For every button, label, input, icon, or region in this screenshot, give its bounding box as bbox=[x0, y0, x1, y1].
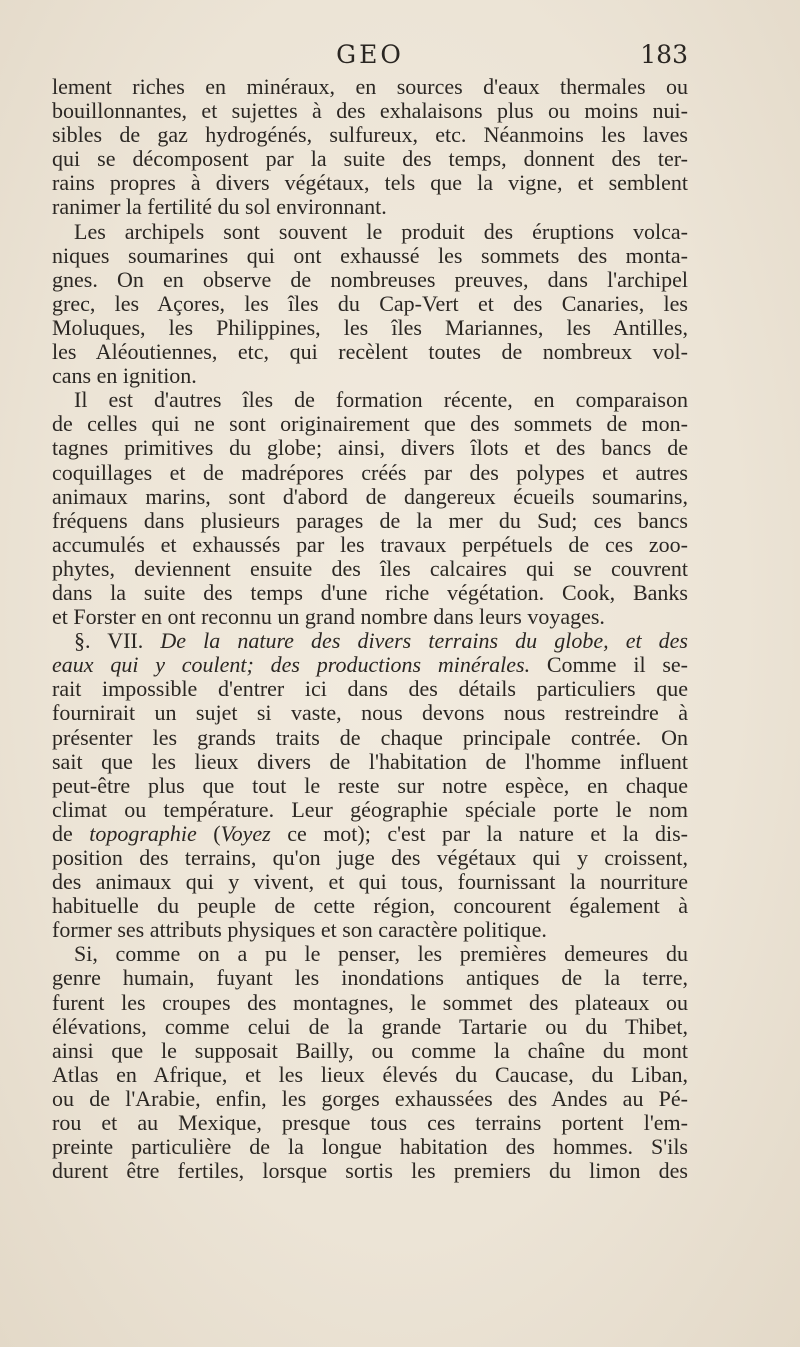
text-span: genre humain, fuyant les inondations antiques de la terre, bbox=[52, 966, 688, 991]
text-line bbox=[52, 677, 688, 701]
text-span: phytes, deviennent ensuite des îles calcaires qui se couvrent bbox=[52, 556, 688, 581]
text-span: rou et au Mexique, presque tous ces terrains portent l'em- bbox=[52, 1111, 688, 1136]
text-line bbox=[52, 798, 688, 822]
italic-text: Voyez bbox=[220, 821, 271, 846]
text-span: bouillonnantes, et sujettes à des exhalaisons plus ou moins nui- bbox=[52, 99, 688, 124]
text-span: élévations, comme celui de la grande Tartarie ou du Thibet, bbox=[52, 1014, 688, 1039]
text-line bbox=[52, 653, 688, 677]
text-span: Il est d'autres îles de formation récente, en comparaison bbox=[74, 388, 688, 413]
text-span: gnes. On en observe de nombreuses preuves, dans l'archipel bbox=[52, 267, 688, 292]
text-line bbox=[52, 412, 688, 436]
text-span: §. VII. bbox=[74, 629, 161, 654]
text-span: accumulés et exhaussés par les travaux perpétuels de ces zoo- bbox=[52, 532, 688, 557]
text-span: Les archipels sont souvent le produit des éruptions volca- bbox=[74, 219, 688, 244]
text-line bbox=[52, 581, 688, 605]
text-line bbox=[52, 966, 688, 990]
text-span: ( bbox=[196, 821, 221, 846]
text-line bbox=[52, 942, 688, 966]
text-line bbox=[52, 364, 688, 388]
text-line bbox=[52, 1159, 688, 1183]
text-line bbox=[52, 533, 688, 557]
text-line bbox=[52, 822, 688, 846]
text-line bbox=[52, 268, 688, 292]
text-line bbox=[52, 292, 688, 316]
text-span: rains propres à divers végétaux, tels que la vigne, et semblent bbox=[52, 171, 688, 196]
text-span: lement riches en minéraux, en sources d'eaux thermales ou bbox=[52, 75, 688, 99]
italic-text: De la nature des divers terrains du globe, et des bbox=[160, 629, 688, 654]
text-span: Comme il se- bbox=[530, 653, 688, 678]
text-line bbox=[52, 894, 688, 918]
text-line bbox=[52, 99, 688, 123]
text-span: grec, les Açores, les îles du Cap-Vert et des Canaries, les bbox=[52, 291, 688, 316]
text-line bbox=[52, 1135, 688, 1159]
text-span: sait que les lieux divers de l'habitation de l'homme influent bbox=[52, 749, 688, 774]
text-span: de celles qui ne sont originairement que des sommets de mon- bbox=[52, 412, 688, 437]
text-span: et Forster en ont reconnu un grand nombre dans leurs voyages. bbox=[52, 605, 605, 630]
text-span: de bbox=[52, 821, 90, 846]
text-span: climat ou température. Leur géographie spéciale porte le nom bbox=[52, 797, 688, 822]
text-line bbox=[52, 1111, 688, 1135]
text-span: des animaux qui y vivent, et qui tous, fournissant la nourriture bbox=[52, 870, 688, 895]
text-span: fréquens dans plusieurs parages de la mer du Sud; ces bancs bbox=[52, 508, 688, 533]
text-span: preinte particulière de la longue habitation des hommes. S'ils bbox=[52, 1135, 688, 1160]
text-line bbox=[52, 123, 688, 147]
text-span: Si, comme on a pu le penser, les premières demeures du bbox=[74, 942, 688, 967]
text-span: habituelle du peuple de cette région, concourent également à bbox=[52, 894, 688, 919]
text-line bbox=[52, 1015, 688, 1039]
body-text bbox=[52, 75, 688, 1183]
text-line bbox=[52, 870, 688, 894]
text-line bbox=[52, 1087, 688, 1111]
page-number: 183 bbox=[640, 40, 688, 69]
text-span: animaux marins, sont d'abord de dangereux écueils soumarins, bbox=[52, 484, 688, 509]
page-header bbox=[52, 40, 688, 80]
text-span: coquillages et de madrépores créés par des polypes et autres bbox=[52, 460, 688, 485]
text-line bbox=[52, 388, 688, 412]
text-span: position des terrains, qu'on juge des végétaux qui y croissent, bbox=[52, 846, 688, 870]
text-span: peut-être plus que tout le reste sur notre espèce, en chaque bbox=[52, 773, 688, 798]
text-span: tagnes primitives du globe; ainsi, divers îlots et des bancs de bbox=[52, 436, 688, 461]
text-line bbox=[52, 485, 688, 509]
text-span: ce mot); c'est par la nature et la dis- bbox=[270, 821, 688, 846]
text-span: les Aléoutiennes, etc, qui recèlent toutes de nombreux vol- bbox=[52, 340, 688, 365]
text-span: ou de l'Arabie, enfin, les gorges exhaussées des Andes au Pé- bbox=[52, 1086, 688, 1111]
text-span: durent être fertiles, lorsque sortis les premiers du limon des bbox=[52, 1159, 688, 1184]
text-line bbox=[52, 918, 688, 942]
text-line bbox=[52, 340, 688, 364]
text-span: qui se décomposent par la suite des temps, donnent des ter- bbox=[52, 147, 688, 172]
text-line bbox=[52, 509, 688, 533]
text-line bbox=[52, 1039, 688, 1063]
text-span: ranimer la fertilité du sol environnant. bbox=[52, 195, 387, 220]
text-line bbox=[52, 171, 688, 195]
text-line bbox=[52, 701, 688, 725]
text-line bbox=[52, 774, 688, 798]
text-span: Moluques, les Philippines, les îles Mariannes, les Antilles, bbox=[52, 315, 688, 340]
text-line bbox=[52, 75, 688, 99]
text-span: Atlas en Afrique, et les lieux élevés du Caucase, du Liban, bbox=[52, 1062, 688, 1087]
text-line bbox=[52, 726, 688, 750]
text-span: former ses attributs physiques et son caractère politique. bbox=[52, 918, 547, 943]
text-line bbox=[52, 605, 688, 629]
text-line bbox=[52, 244, 688, 268]
text-line bbox=[52, 220, 688, 244]
text-line bbox=[52, 316, 688, 340]
text-span: fournirait un sujet si vaste, nous devons nous restreindre à bbox=[52, 701, 688, 726]
text-span: ainsi que le supposait Bailly, ou comme la chaîne du mont bbox=[52, 1038, 688, 1063]
text-line bbox=[52, 147, 688, 171]
text-span: cans en ignition. bbox=[52, 364, 197, 389]
text-line bbox=[52, 750, 688, 774]
text-line bbox=[52, 436, 688, 460]
text-span: sibles de gaz hydrogénés, sulfureux, etc. Néanmoins les laves bbox=[52, 123, 688, 148]
text-span: dans la suite des temps d'une riche végétation. Cook, Banks bbox=[52, 580, 688, 605]
text-span: furent les croupes des montagnes, le sommet des plateaux ou bbox=[52, 990, 688, 1015]
text-line bbox=[52, 629, 688, 653]
text-line bbox=[52, 461, 688, 485]
italic-text: eaux qui y coulent; des productions minérales. bbox=[52, 653, 531, 678]
italic-text: topographie bbox=[89, 821, 197, 846]
text-line bbox=[52, 991, 688, 1015]
text-line bbox=[52, 1063, 688, 1087]
text-line bbox=[52, 557, 688, 581]
text-line bbox=[52, 195, 688, 219]
text-span: rait impossible d'entrer ici dans des détails particuliers que bbox=[52, 677, 688, 702]
text-span: présenter les grands traits de chaque principale contrée. On bbox=[52, 725, 688, 750]
text-line bbox=[52, 846, 688, 870]
text-span: niques soumarines qui ont exhaussé les sommets des monta- bbox=[52, 243, 688, 268]
running-title: GEO bbox=[336, 40, 404, 69]
